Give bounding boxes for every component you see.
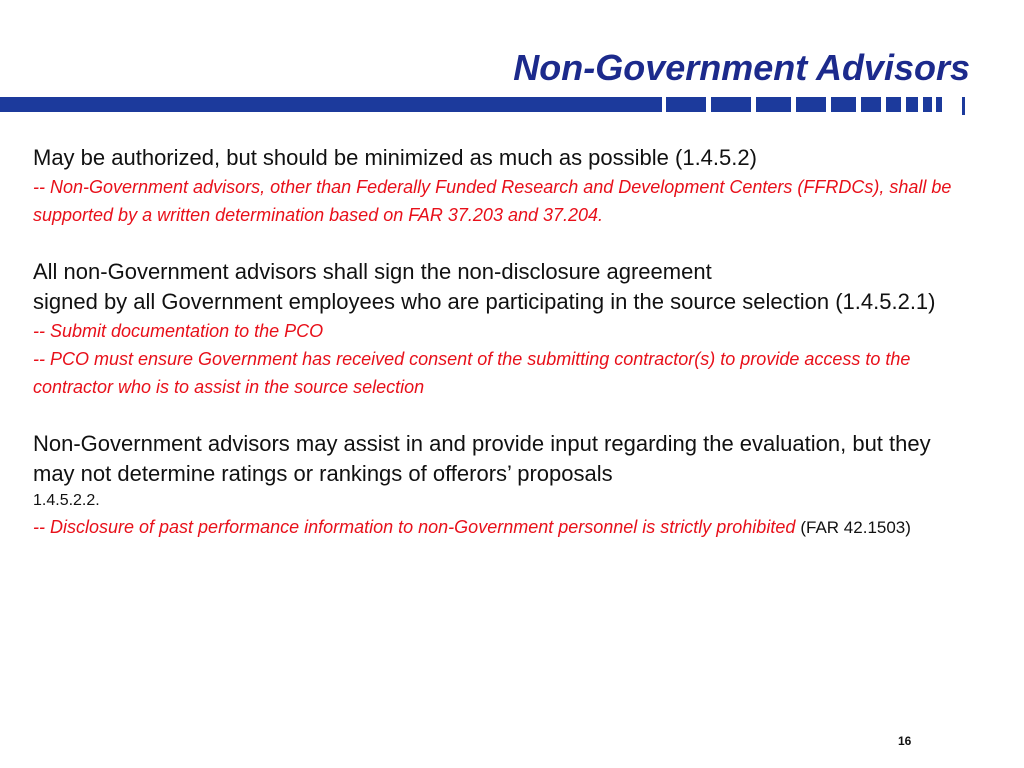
note-reference: (FAR 42.1503)	[800, 518, 911, 537]
title-rule-blocks	[666, 97, 942, 112]
slide-title: Non-Government Advisors	[513, 47, 970, 88]
rule-block	[886, 97, 901, 112]
bullet-text: Non-Government advisors may assist in and provide input regarding the evaluation, but they may not determine ratings or rankings of offerors’ proposals	[33, 431, 931, 486]
rule-block	[923, 97, 932, 112]
bullet-block-3	[33, 429, 978, 542]
bullet-note: -- Submit documentation to the PCO	[33, 321, 324, 341]
bullet-text: signed by all Government employees who are participating in the source selection (1.4.5.2.1)	[33, 289, 936, 314]
bullet-text: All non-Government advisors shall sign the non-disclosure agreement	[33, 259, 712, 284]
rule-block	[936, 97, 942, 112]
bullet-note	[33, 513, 978, 542]
bullet-block-2	[33, 257, 978, 401]
rule-block	[666, 97, 706, 112]
title-rule-bar	[0, 97, 662, 112]
bullet-note: -- Non-Government advisors, other than Federally Funded Research and Development Centers (FFRDCs), shall be supported by a written determination based on FAR 37.203 and 37.204.	[33, 177, 952, 225]
bullet-note: -- PCO must ensure Government has received consent of the submitting contractor(s) to provide access to the contractor who is to assist in the source selection	[33, 349, 911, 397]
bullet-reference: 1.4.5.2.2.	[33, 492, 100, 509]
rule-block	[796, 97, 826, 112]
page-number: 16	[898, 734, 912, 748]
slide-body	[33, 143, 978, 570]
rule-block	[861, 97, 881, 112]
bullet-text: May be authorized, but should be minimized as much as possible (1.4.5.2)	[33, 145, 757, 170]
title-rule-end	[962, 97, 965, 115]
bullet-note-text: -- Disclosure of past performance information to non-Government personnel is strictly prohibited	[33, 517, 796, 537]
rule-block	[711, 97, 751, 112]
rule-block	[906, 97, 918, 112]
rule-block	[831, 97, 856, 112]
bullet-block-1	[33, 143, 978, 229]
rule-block	[756, 97, 791, 112]
